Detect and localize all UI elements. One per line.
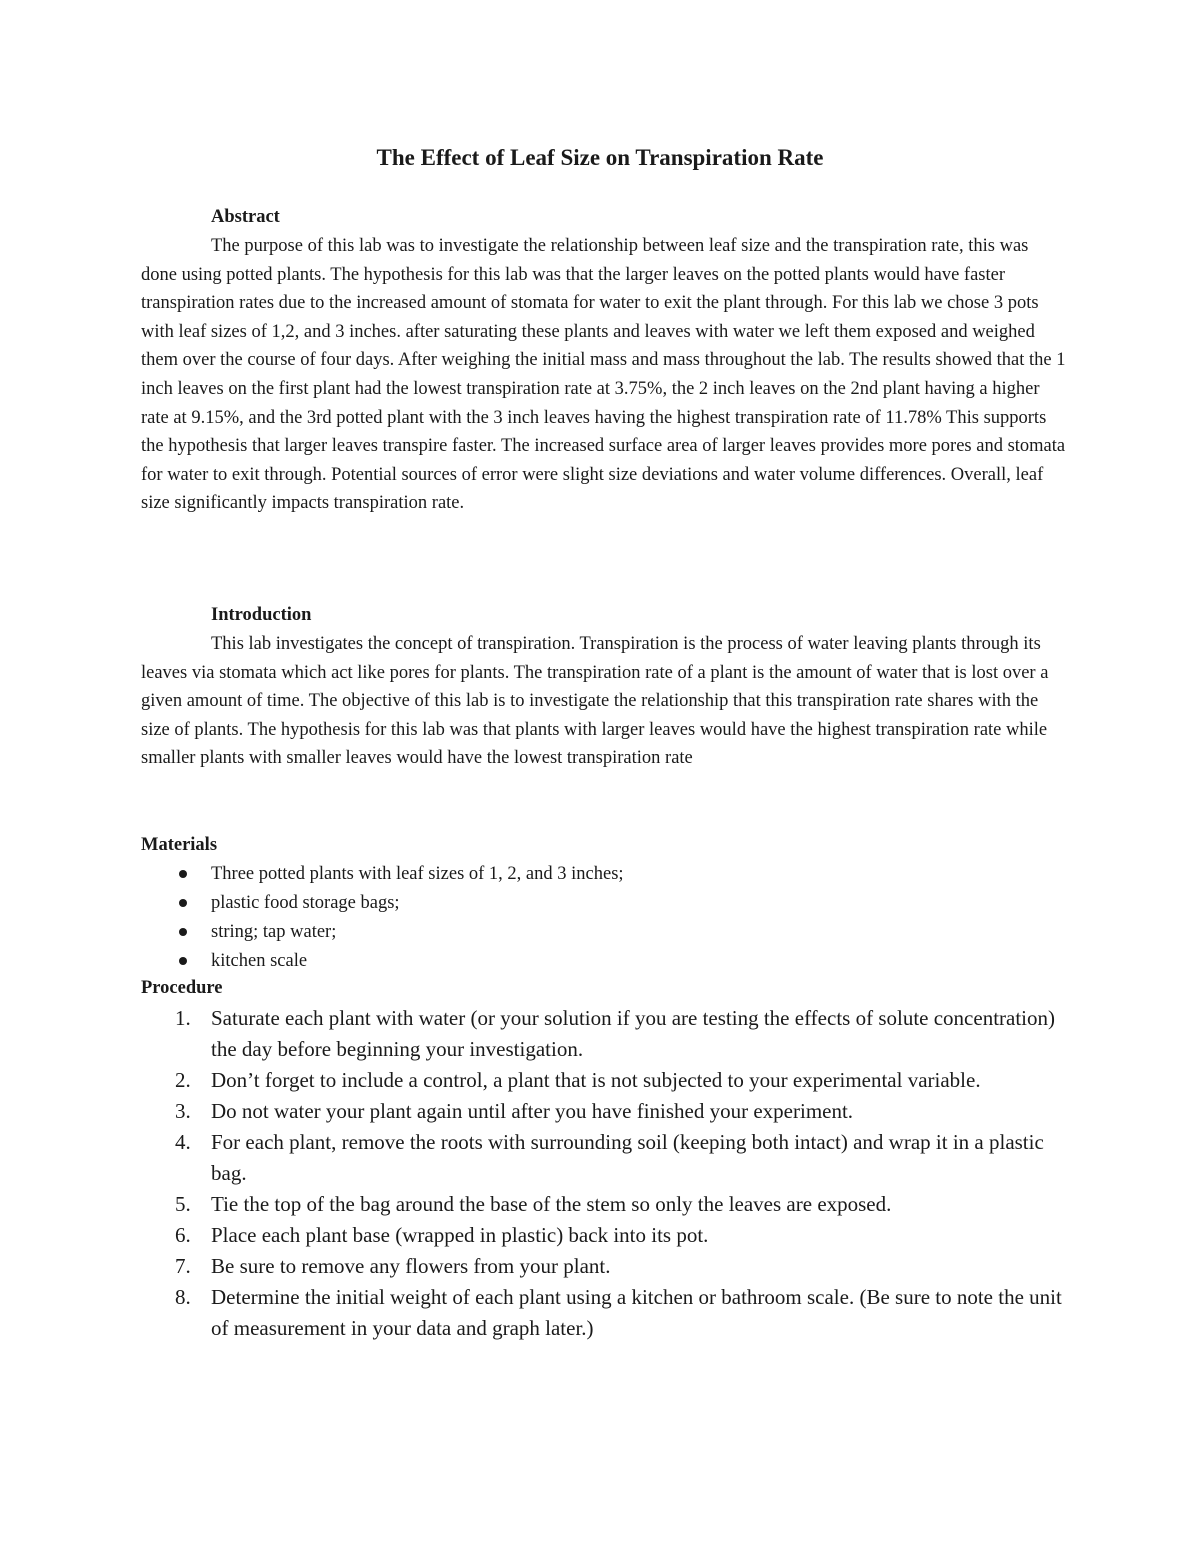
materials-heading: Materials xyxy=(141,835,218,855)
procedure-step xyxy=(141,1189,1066,1220)
materials-list-item xyxy=(141,947,624,976)
materials-list-item xyxy=(141,860,624,889)
step-number: 4. xyxy=(175,1130,191,1154)
step-text: Place each plant base (wrapped in plastic) back into its pot. xyxy=(211,1223,709,1247)
step-text: Tie the top of the bag around the base of the stem so only the leaves are exposed. xyxy=(211,1192,892,1216)
materials-item-text: kitchen scale xyxy=(211,951,308,971)
procedure-step xyxy=(141,1251,1066,1282)
step-number: 1. xyxy=(175,1006,191,1030)
bullet-icon xyxy=(179,928,187,936)
procedure-step xyxy=(141,1220,1066,1251)
abstract-paragraph: The purpose of this lab was to investigate the relationship between leaf size and the transpiration rate, this was done using potted plants. The hypothesis for this lab was that the larger leaves on the potted plants would have faster transpiration rates due to the increased amount of stomata for water to exit the plant through. For this lab we chose 3 pots with leaf sizes of 1,2, and 3 inches. after saturating these plants and leaves with water we left them exposed and weighed them over the course of four days. After weighing the initial mass and mass throughout the lab. The results showed that the 1 inch leaves on the first plant had the lowest transpiration rate at 3.75%, the 2 inch leaves on the 2nd plant having a higher rate at 9.15%, and the 3rd potted plant with the 3 inch leaves having the highest transpiration rate of 11.78% This supports the hypothesis that larger leaves transpire faster. The increased surface area of larger leaves provides more pores and stomata for water to exit through. Potential sources of error were slight size deviations and water volume differences. Overall, leaf size significantly impacts transpiration rate. xyxy=(141,236,1066,514)
materials-item-text: Three potted plants with leaf sizes of 1, 2, and 3 inches; xyxy=(211,864,624,884)
materials-item-text: plastic food storage bags; xyxy=(211,893,400,913)
materials-list xyxy=(141,860,624,976)
materials-list-item xyxy=(141,889,624,918)
step-number: 8. xyxy=(175,1285,191,1309)
step-number: 5. xyxy=(175,1192,191,1216)
step-text: Determine the initial weight of each plant using a kitchen or bathroom scale. (Be sure to note the unit of measurement in your data and graph later.) xyxy=(211,1285,1062,1340)
step-number: 2. xyxy=(175,1068,191,1092)
step-text: For each plant, remove the roots with surrounding soil (keeping both intact) and wrap it in a plastic bag. xyxy=(211,1130,1044,1185)
introduction-heading: Introduction xyxy=(211,605,312,625)
introduction-paragraph: This lab investigates the concept of transpiration. Transpiration is the process of water leaving plants through its leaves via stomata which act like pores for plants. The transpiration rate of a plant is the amount of water that is lost over a given amount of time. The objective of this lab is to investigate the relationship that this transpiration rate shares with the size of plants. The hypothesis for this lab was that plants with larger leaves would have the highest transpiration rate while smaller plants with smaller leaves would have the lowest transpiration rate xyxy=(141,634,1049,769)
procedure-heading: Procedure xyxy=(141,978,223,998)
step-number: 7. xyxy=(175,1254,191,1278)
bullet-icon xyxy=(179,870,187,878)
step-number: 6. xyxy=(175,1223,191,1247)
bullet-icon xyxy=(179,957,187,965)
procedure-step xyxy=(141,1096,1066,1127)
step-text: Don’t forget to include a control, a plant that is not subjected to your experimental variable. xyxy=(211,1068,981,1092)
abstract-heading: Abstract xyxy=(211,207,280,227)
procedure-step xyxy=(141,1282,1066,1344)
step-text: Do not water your plant again until after you have finished your experiment. xyxy=(211,1099,854,1123)
step-text: Saturate each plant with water (or your solution if you are testing the effects of solute concentration) the day before beginning your investigation. xyxy=(211,1006,1055,1061)
step-number: 3. xyxy=(175,1099,191,1123)
document-title: The Effect of Leaf Size on Transpiration Rate xyxy=(376,145,824,170)
procedure-step xyxy=(141,1065,1066,1096)
bullet-icon xyxy=(179,899,187,907)
materials-list-item xyxy=(141,918,624,947)
procedure-list xyxy=(141,1003,1066,1344)
step-text: Be sure to remove any flowers from your plant. xyxy=(211,1254,611,1278)
procedure-step xyxy=(141,1003,1066,1065)
procedure-step xyxy=(141,1127,1066,1189)
materials-item-text: string; tap water; xyxy=(211,922,337,942)
